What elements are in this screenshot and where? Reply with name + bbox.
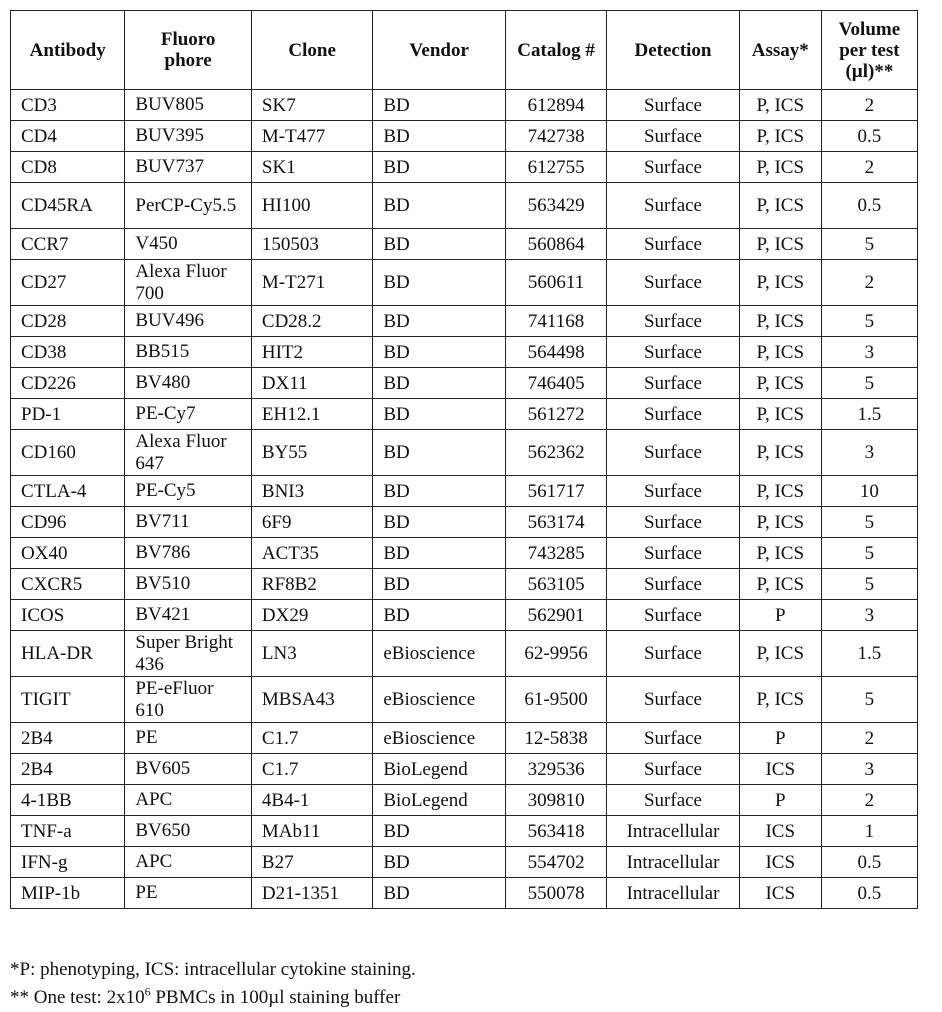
table-row — [11, 399, 918, 430]
cell-vendor: BD — [373, 260, 506, 306]
cell-fluorophore: PE-eFluor 610 — [125, 677, 252, 723]
cell-antibody: TIGIT — [11, 677, 125, 723]
cell-assay: P — [739, 785, 821, 816]
cell-clone: DX11 — [251, 368, 372, 399]
cell-assay: ICS — [739, 847, 821, 878]
cell-assay: P, ICS — [739, 229, 821, 260]
cell-fluorophore: BV711 — [125, 507, 252, 538]
cell-fluorophore: BUV496 — [125, 306, 252, 337]
cell-antibody: CD3 — [11, 90, 125, 121]
cell-vendor: BD — [373, 569, 506, 600]
cell-assay: P, ICS — [739, 476, 821, 507]
cell-vendor: BD — [373, 90, 506, 121]
cell-catalog: 329536 — [505, 754, 606, 785]
table-row — [11, 878, 918, 909]
cell-antibody: OX40 — [11, 538, 125, 569]
footnote-volume-prefix: ** One test: 2x10 — [10, 987, 145, 1008]
cell-clone: M-T477 — [251, 121, 372, 152]
cell-assay: P, ICS — [739, 368, 821, 399]
cell-antibody: IFN-g — [11, 847, 125, 878]
cell-clone: BY55 — [251, 430, 372, 476]
cell-detection: Intracellular — [607, 847, 740, 878]
table-row — [11, 368, 918, 399]
cell-clone: ACT35 — [251, 538, 372, 569]
header-fluorophore: Fluoro phore — [125, 11, 252, 90]
cell-volume: 3 — [821, 337, 917, 368]
cell-antibody: TNF-a — [11, 816, 125, 847]
cell-antibody: CD38 — [11, 337, 125, 368]
cell-clone: HI100 — [251, 183, 372, 229]
table-row — [11, 677, 918, 723]
cell-fluorophore: BV510 — [125, 569, 252, 600]
table-row — [11, 785, 918, 816]
cell-vendor: eBioscience — [373, 677, 506, 723]
cell-volume: 2 — [821, 152, 917, 183]
cell-catalog: 560864 — [505, 229, 606, 260]
footnote-volume-exponent: 6 — [144, 984, 151, 999]
cell-detection: Surface — [607, 476, 740, 507]
cell-catalog: 743285 — [505, 538, 606, 569]
cell-vendor: BD — [373, 538, 506, 569]
cell-fluorophore: BUV737 — [125, 152, 252, 183]
cell-catalog: 309810 — [505, 785, 606, 816]
cell-fluorophore: BB515 — [125, 337, 252, 368]
cell-antibody: CD45RA — [11, 183, 125, 229]
cell-vendor: BD — [373, 507, 506, 538]
table-row — [11, 816, 918, 847]
cell-volume: 2 — [821, 785, 917, 816]
cell-antibody: CD4 — [11, 121, 125, 152]
cell-assay: P, ICS — [739, 306, 821, 337]
cell-detection: Surface — [607, 723, 740, 754]
table-row — [11, 183, 918, 229]
cell-vendor: BD — [373, 368, 506, 399]
cell-clone: HIT2 — [251, 337, 372, 368]
cell-fluorophore: V450 — [125, 229, 252, 260]
cell-clone: CD28.2 — [251, 306, 372, 337]
cell-volume: 0.5 — [821, 121, 917, 152]
cell-clone: SK7 — [251, 90, 372, 121]
cell-catalog: 741168 — [505, 306, 606, 337]
table-row — [11, 337, 918, 368]
cell-vendor: BD — [373, 152, 506, 183]
cell-volume: 1 — [821, 816, 917, 847]
cell-fluorophore: BV786 — [125, 538, 252, 569]
cell-fluorophore: PE — [125, 878, 252, 909]
cell-fluorophore: BV605 — [125, 754, 252, 785]
cell-clone: C1.7 — [251, 754, 372, 785]
cell-detection: Surface — [607, 600, 740, 631]
table-row — [11, 152, 918, 183]
table-row — [11, 754, 918, 785]
cell-catalog: 61-9500 — [505, 677, 606, 723]
table-row — [11, 229, 918, 260]
cell-detection: Surface — [607, 754, 740, 785]
cell-assay: P, ICS — [739, 538, 821, 569]
cell-vendor: BD — [373, 476, 506, 507]
cell-detection: Surface — [607, 306, 740, 337]
cell-assay: P, ICS — [739, 569, 821, 600]
cell-assay: P, ICS — [739, 507, 821, 538]
cell-catalog: 563418 — [505, 816, 606, 847]
cell-vendor: BD — [373, 600, 506, 631]
cell-volume: 2 — [821, 90, 917, 121]
cell-catalog: 564498 — [505, 337, 606, 368]
cell-antibody: MIP-1b — [11, 878, 125, 909]
cell-volume: 3 — [821, 754, 917, 785]
cell-antibody: CD226 — [11, 368, 125, 399]
cell-fluorophore: BV421 — [125, 600, 252, 631]
cell-fluorophore: Super Bright 436 — [125, 631, 252, 677]
cell-detection: Surface — [607, 183, 740, 229]
cell-detection: Intracellular — [607, 816, 740, 847]
header-detection: Detection — [607, 11, 740, 90]
cell-clone: D21-1351 — [251, 878, 372, 909]
cell-clone: BNI3 — [251, 476, 372, 507]
cell-clone: 4B4-1 — [251, 785, 372, 816]
cell-catalog: 561272 — [505, 399, 606, 430]
table-row — [11, 507, 918, 538]
cell-antibody: CCR7 — [11, 229, 125, 260]
header-antibody: Antibody — [11, 11, 125, 90]
cell-catalog: 742738 — [505, 121, 606, 152]
cell-antibody: HLA-DR — [11, 631, 125, 677]
table-row — [11, 476, 918, 507]
cell-catalog: 562362 — [505, 430, 606, 476]
cell-fluorophore: PE — [125, 723, 252, 754]
table-row — [11, 847, 918, 878]
cell-assay: P — [739, 600, 821, 631]
cell-detection: Surface — [607, 430, 740, 476]
cell-detection: Surface — [607, 507, 740, 538]
cell-detection: Surface — [607, 631, 740, 677]
cell-assay: P, ICS — [739, 121, 821, 152]
cell-antibody: CD96 — [11, 507, 125, 538]
table-row — [11, 121, 918, 152]
cell-catalog: 746405 — [505, 368, 606, 399]
cell-clone: LN3 — [251, 631, 372, 677]
cell-catalog: 550078 — [505, 878, 606, 909]
cell-assay: P, ICS — [739, 90, 821, 121]
cell-catalog: 62-9956 — [505, 631, 606, 677]
cell-volume: 5 — [821, 677, 917, 723]
table-header-row — [11, 11, 918, 90]
cell-volume: 2 — [821, 260, 917, 306]
header-catalog: Catalog # — [505, 11, 606, 90]
cell-catalog: 612755 — [505, 152, 606, 183]
cell-assay: P — [739, 723, 821, 754]
cell-clone: 150503 — [251, 229, 372, 260]
cell-assay: P, ICS — [739, 260, 821, 306]
table-row — [11, 306, 918, 337]
cell-fluorophore: APC — [125, 847, 252, 878]
cell-volume: 5 — [821, 507, 917, 538]
cell-vendor: BD — [373, 121, 506, 152]
cell-clone: SK1 — [251, 152, 372, 183]
cell-volume: 5 — [821, 229, 917, 260]
cell-catalog: 560611 — [505, 260, 606, 306]
cell-volume: 5 — [821, 368, 917, 399]
cell-volume: 0.5 — [821, 183, 917, 229]
cell-volume: 2 — [821, 723, 917, 754]
cell-catalog: 554702 — [505, 847, 606, 878]
cell-detection: Surface — [607, 538, 740, 569]
table-row — [11, 538, 918, 569]
cell-clone: M-T271 — [251, 260, 372, 306]
cell-catalog: 563429 — [505, 183, 606, 229]
cell-assay: P, ICS — [739, 337, 821, 368]
cell-fluorophore: PerCP-Cy5.5 — [125, 183, 252, 229]
cell-fluorophore: PE-Cy5 — [125, 476, 252, 507]
table-body — [11, 90, 918, 909]
cell-vendor: BD — [373, 306, 506, 337]
cell-volume: 5 — [821, 306, 917, 337]
cell-antibody: CTLA-4 — [11, 476, 125, 507]
cell-fluorophore: BV480 — [125, 368, 252, 399]
cell-vendor: BD — [373, 337, 506, 368]
cell-vendor: BD — [373, 183, 506, 229]
cell-clone: DX29 — [251, 600, 372, 631]
cell-catalog: 12-5838 — [505, 723, 606, 754]
cell-clone: B27 — [251, 847, 372, 878]
cell-clone: MAb11 — [251, 816, 372, 847]
cell-detection: Surface — [607, 569, 740, 600]
cell-clone: MBSA43 — [251, 677, 372, 723]
table-row — [11, 600, 918, 631]
cell-volume: 0.5 — [821, 878, 917, 909]
header-clone: Clone — [251, 11, 372, 90]
cell-detection: Surface — [607, 121, 740, 152]
cell-detection: Surface — [607, 229, 740, 260]
header-assay: Assay* — [739, 11, 821, 90]
cell-assay: P, ICS — [739, 399, 821, 430]
cell-assay: P, ICS — [739, 677, 821, 723]
cell-detection: Intracellular — [607, 878, 740, 909]
cell-assay: P, ICS — [739, 430, 821, 476]
cell-antibody: 4-1BB — [11, 785, 125, 816]
footnotes — [10, 956, 416, 1012]
cell-fluorophore: BV650 — [125, 816, 252, 847]
cell-antibody: CXCR5 — [11, 569, 125, 600]
table-row — [11, 631, 918, 677]
cell-antibody: CD8 — [11, 152, 125, 183]
cell-vendor: BD — [373, 399, 506, 430]
cell-fluorophore: BUV395 — [125, 121, 252, 152]
cell-fluorophore: Alexa Fluor 700 — [125, 260, 252, 306]
cell-clone: EH12.1 — [251, 399, 372, 430]
cell-fluorophore: Alexa Fluor 647 — [125, 430, 252, 476]
cell-antibody: ICOS — [11, 600, 125, 631]
footnote-assay: *P: phenotyping, ICS: intracellular cytokine staining. — [10, 959, 416, 980]
cell-fluorophore: BUV805 — [125, 90, 252, 121]
cell-vendor: BD — [373, 847, 506, 878]
cell-catalog: 561717 — [505, 476, 606, 507]
cell-antibody: CD27 — [11, 260, 125, 306]
cell-clone: RF8B2 — [251, 569, 372, 600]
cell-fluorophore: PE-Cy7 — [125, 399, 252, 430]
cell-catalog: 563105 — [505, 569, 606, 600]
cell-antibody: CD28 — [11, 306, 125, 337]
header-vendor: Vendor — [373, 11, 506, 90]
cell-antibody: 2B4 — [11, 723, 125, 754]
cell-vendor: BD — [373, 816, 506, 847]
cell-vendor: BD — [373, 878, 506, 909]
cell-volume: 10 — [821, 476, 917, 507]
cell-assay: P, ICS — [739, 152, 821, 183]
cell-volume: 0.5 — [821, 847, 917, 878]
cell-volume: 5 — [821, 569, 917, 600]
cell-assay: ICS — [739, 754, 821, 785]
cell-vendor: BioLegend — [373, 754, 506, 785]
cell-assay: P, ICS — [739, 631, 821, 677]
footnote-volume — [10, 984, 416, 1012]
cell-detection: Surface — [607, 90, 740, 121]
cell-catalog: 562901 — [505, 600, 606, 631]
cell-detection: Surface — [607, 152, 740, 183]
cell-volume: 1.5 — [821, 631, 917, 677]
cell-volume: 5 — [821, 538, 917, 569]
cell-assay: P, ICS — [739, 183, 821, 229]
cell-detection: Surface — [607, 677, 740, 723]
cell-vendor: BD — [373, 229, 506, 260]
cell-vendor: eBioscience — [373, 723, 506, 754]
footnote-volume-suffix: PBMCs in 100µl staining buffer — [150, 987, 401, 1008]
cell-antibody: PD-1 — [11, 399, 125, 430]
table-row — [11, 430, 918, 476]
cell-volume: 1.5 — [821, 399, 917, 430]
cell-vendor: BioLegend — [373, 785, 506, 816]
cell-detection: Surface — [607, 785, 740, 816]
cell-detection: Surface — [607, 260, 740, 306]
table-row — [11, 723, 918, 754]
table-row — [11, 260, 918, 306]
cell-detection: Surface — [607, 337, 740, 368]
cell-detection: Surface — [607, 399, 740, 430]
cell-clone: C1.7 — [251, 723, 372, 754]
cell-vendor: eBioscience — [373, 631, 506, 677]
cell-catalog: 612894 — [505, 90, 606, 121]
cell-detection: Surface — [607, 368, 740, 399]
header-volume: Volume per test (µl)** — [821, 11, 917, 90]
cell-vendor: BD — [373, 430, 506, 476]
cell-assay: ICS — [739, 816, 821, 847]
cell-assay: ICS — [739, 878, 821, 909]
antibody-panel-table — [10, 10, 918, 909]
cell-clone: 6F9 — [251, 507, 372, 538]
cell-antibody: CD160 — [11, 430, 125, 476]
cell-antibody: 2B4 — [11, 754, 125, 785]
cell-fluorophore: APC — [125, 785, 252, 816]
cell-volume: 3 — [821, 600, 917, 631]
cell-volume: 3 — [821, 430, 917, 476]
table-row — [11, 90, 918, 121]
cell-catalog: 563174 — [505, 507, 606, 538]
table-row — [11, 569, 918, 600]
